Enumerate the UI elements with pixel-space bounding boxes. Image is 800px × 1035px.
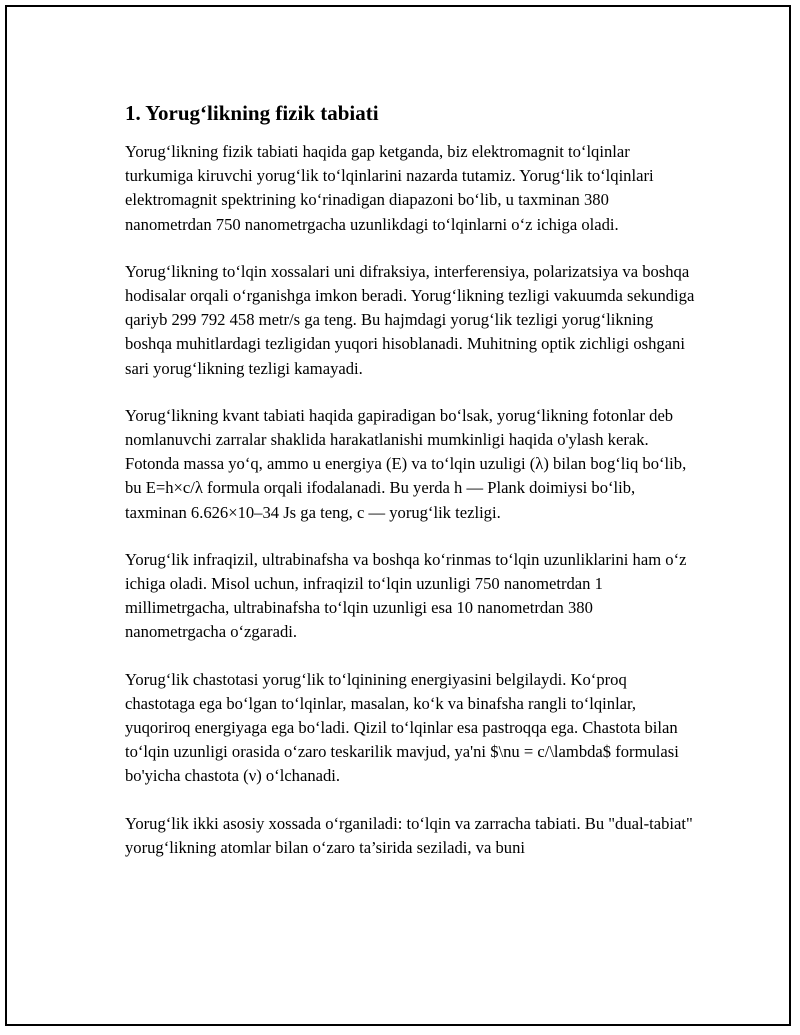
page-frame — [5, 5, 791, 1026]
paragraph-3: Yorug‘likning kvant tabiati haqida gapiradigan bo‘lsak, yorug‘likning fotonlar deb nomlanuvchi zarralar shaklida harakatlanishi mumkinligi haqida o'ylash kerak. Fotonda massa yo‘q, ammo u energiya (E) va to‘lqin uzuligi (λ) bilan bog‘liq bo‘lib, bu E=h×c/λ formula orqali ifodalanadi. Bu yerda h — Plank doimiysi bo‘lib, taxminan 6.626×10–34 Js ga teng, c — yorug‘lik tezligi. — [125, 405, 687, 522]
paragraph-1: Yorug‘likning fizik tabiati haqida gap ketganda, biz elektromagnit to‘lqinlar turkumiga kiruvchi yorug‘lik to‘lqinlarini nazarda tutamiz. Yorug‘lik to‘lqinlari elektromagnit spektrining ko‘rinadigan diapazoni bo‘lib, u taxminan 380 nanometrdan 750 nanometrgacha uzunlikdagi to‘lqinlarni o‘z ichiga oladi. — [125, 142, 654, 234]
paragraph-4: Yorug‘lik infraqizil, ultrabinafsha va boshqa ko‘rinmas to‘lqin uzunliklarini ham o‘z ichiga oladi. Misol uchun, infraqizil to‘lqin uzunligi 750 nanometrdan 1 millimetrgacha, ultrabinafsha to‘lqin uzunligi esa 10 nanometrdan 380 nanometrgacha o‘zgaradi. — [125, 549, 687, 642]
paragraph-5: Yorug‘lik chastotasi yorug‘lik to‘lqinining energiyasini belgilaydi. Ko‘proq chastotaga ega bo‘lgan to‘lqinlar, masalan, ko‘k va binafsha rangli to‘lqinlar, yuqoriroq energiyaga ega bo‘ladi. Qizil to‘lqinlar esa pastroqqa ega. Chastota bilan to‘lqin uzunligi orasida o‘zaro teskarilik mavjud, ya'ni $\nu = c/\lambda$ formulasi bo'yicha chastota (ν) o‘lchanadi. — [125, 669, 679, 786]
paragraph-6: Yorug‘lik ikki asosiy xossada o‘rganiladi: to‘lqin va zarracha tabiati. Bu "dual-tabiat" yorug‘likning atomlar bilan o‘zaro ta’sirida seziladi, va buni — [125, 813, 693, 857]
section-heading: 1. Yorug‘likning fizik tabiati — [125, 101, 379, 125]
document-body — [125, 99, 695, 883]
paragraph-2: Yorug‘likning to‘lqin xossalari uni difraksiya, interferensiya, polarizatsiya va boshqa hodisalar orqali o‘rganishga imkon beradi. Yorug‘likning tezligi vakuumda sekundiga qariyb 299 792 458 metr/s ga teng. Bu hajmdagi yorug‘lik tezligi yorug‘likning boshqa muhitlardagi tezligidan yuqori hisoblanadi. Muhitning optik zichligi oshgani sari yorug‘likning tezligi kamayadi. — [125, 261, 695, 378]
